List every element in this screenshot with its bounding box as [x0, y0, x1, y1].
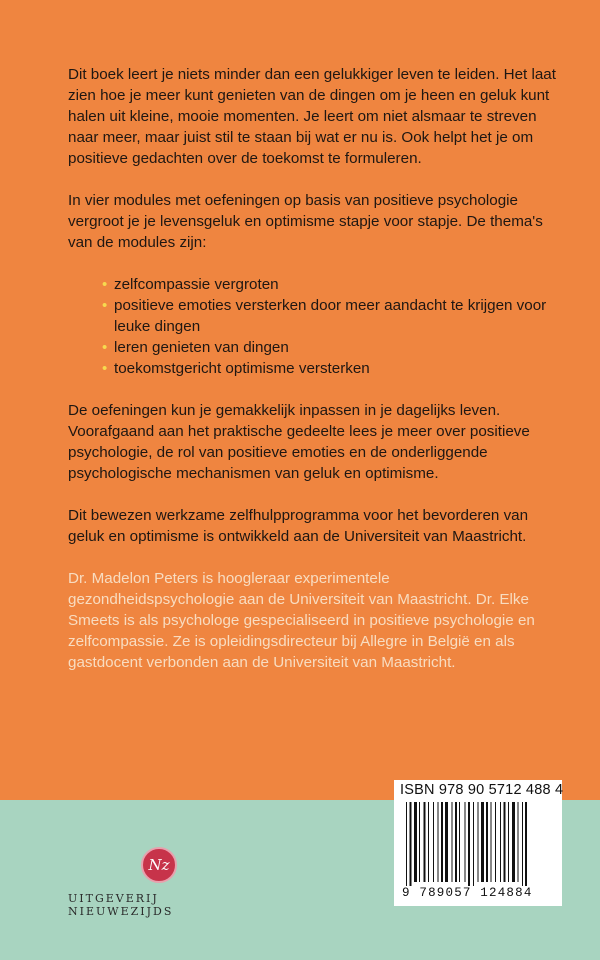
back-cover-blurb	[68, 64, 558, 694]
barcode-icon	[404, 802, 556, 886]
program-paragraph: Dit bewezen werkzame zelfhulpprogramma voor het bevorderen van geluk en optimisme is ontwikkeld aan de Universiteit van Maastricht.	[68, 507, 529, 545]
module-label: toekomstgericht optimisme versterken	[114, 360, 370, 377]
isbn-label: ISBN 978 90 5712 488 4	[400, 782, 564, 798]
bullet-icon: •	[102, 360, 108, 377]
module-label: positieve emoties versterken door meer aandacht te krijgen voor leuke dingen	[114, 297, 547, 335]
logo-monogram: Nz	[148, 855, 170, 874]
list-item	[102, 274, 558, 295]
author-bio: Dr. Madelon Peters is hoogleraar experimentele gezondheidspsychologie aan de Universiteit van Maastricht. Dr. Elke Smeets is als psychologe gespecialiseerd in positieve psychologie en zelfcompassie. Ze is opleidingsdirecteur bij Allegre in België en als gastdocent verbonden aan de Universiteit van Maastricht.	[68, 570, 535, 671]
module-list	[68, 274, 558, 379]
exercises-paragraph: De oefeningen kun je gemakkelijk inpassen in je dagelijks leven. Voorafgaand aan het praktische gedeelte lees je meer over positieve psychologie, de rol van positieve emoties en de onderliggende psychologische mechanismen van geluk en optimisme.	[68, 402, 530, 482]
module-label: leren genieten van dingen	[114, 339, 289, 356]
barcode-digits: 9 789057 124884	[402, 886, 533, 900]
publisher-logo	[141, 847, 177, 883]
list-item	[102, 358, 558, 379]
intro-paragraph: Dit boek leert je niets minder dan een gelukkiger leven te leiden. Het laat zien hoe je meer kunt genieten van de dingen om je heen en geluk kunt halen uit kleine, mooie momenten. Je leert om niet alsmaar te streven naar meer, maar juist stil te staan bij wat er nu is. Ook helpt het je om positieve gedachten over de toekomst te formuleren.	[68, 66, 556, 167]
list-item	[102, 337, 558, 358]
bullet-icon: •	[102, 276, 108, 293]
modules-intro-paragraph: In vier modules met oefeningen op basis van positieve psychologie vergroot je je levensgeluk en optimisme stapje voor stapje. De thema's van de modules zijn:	[68, 192, 543, 251]
bullet-icon: •	[102, 339, 108, 356]
bullet-icon: •	[102, 297, 108, 314]
list-item	[102, 295, 558, 337]
module-label: zelfcompassie vergroten	[114, 276, 279, 293]
publisher-name: UITGEVERIJ NIEUWEZIJDS	[68, 892, 174, 918]
